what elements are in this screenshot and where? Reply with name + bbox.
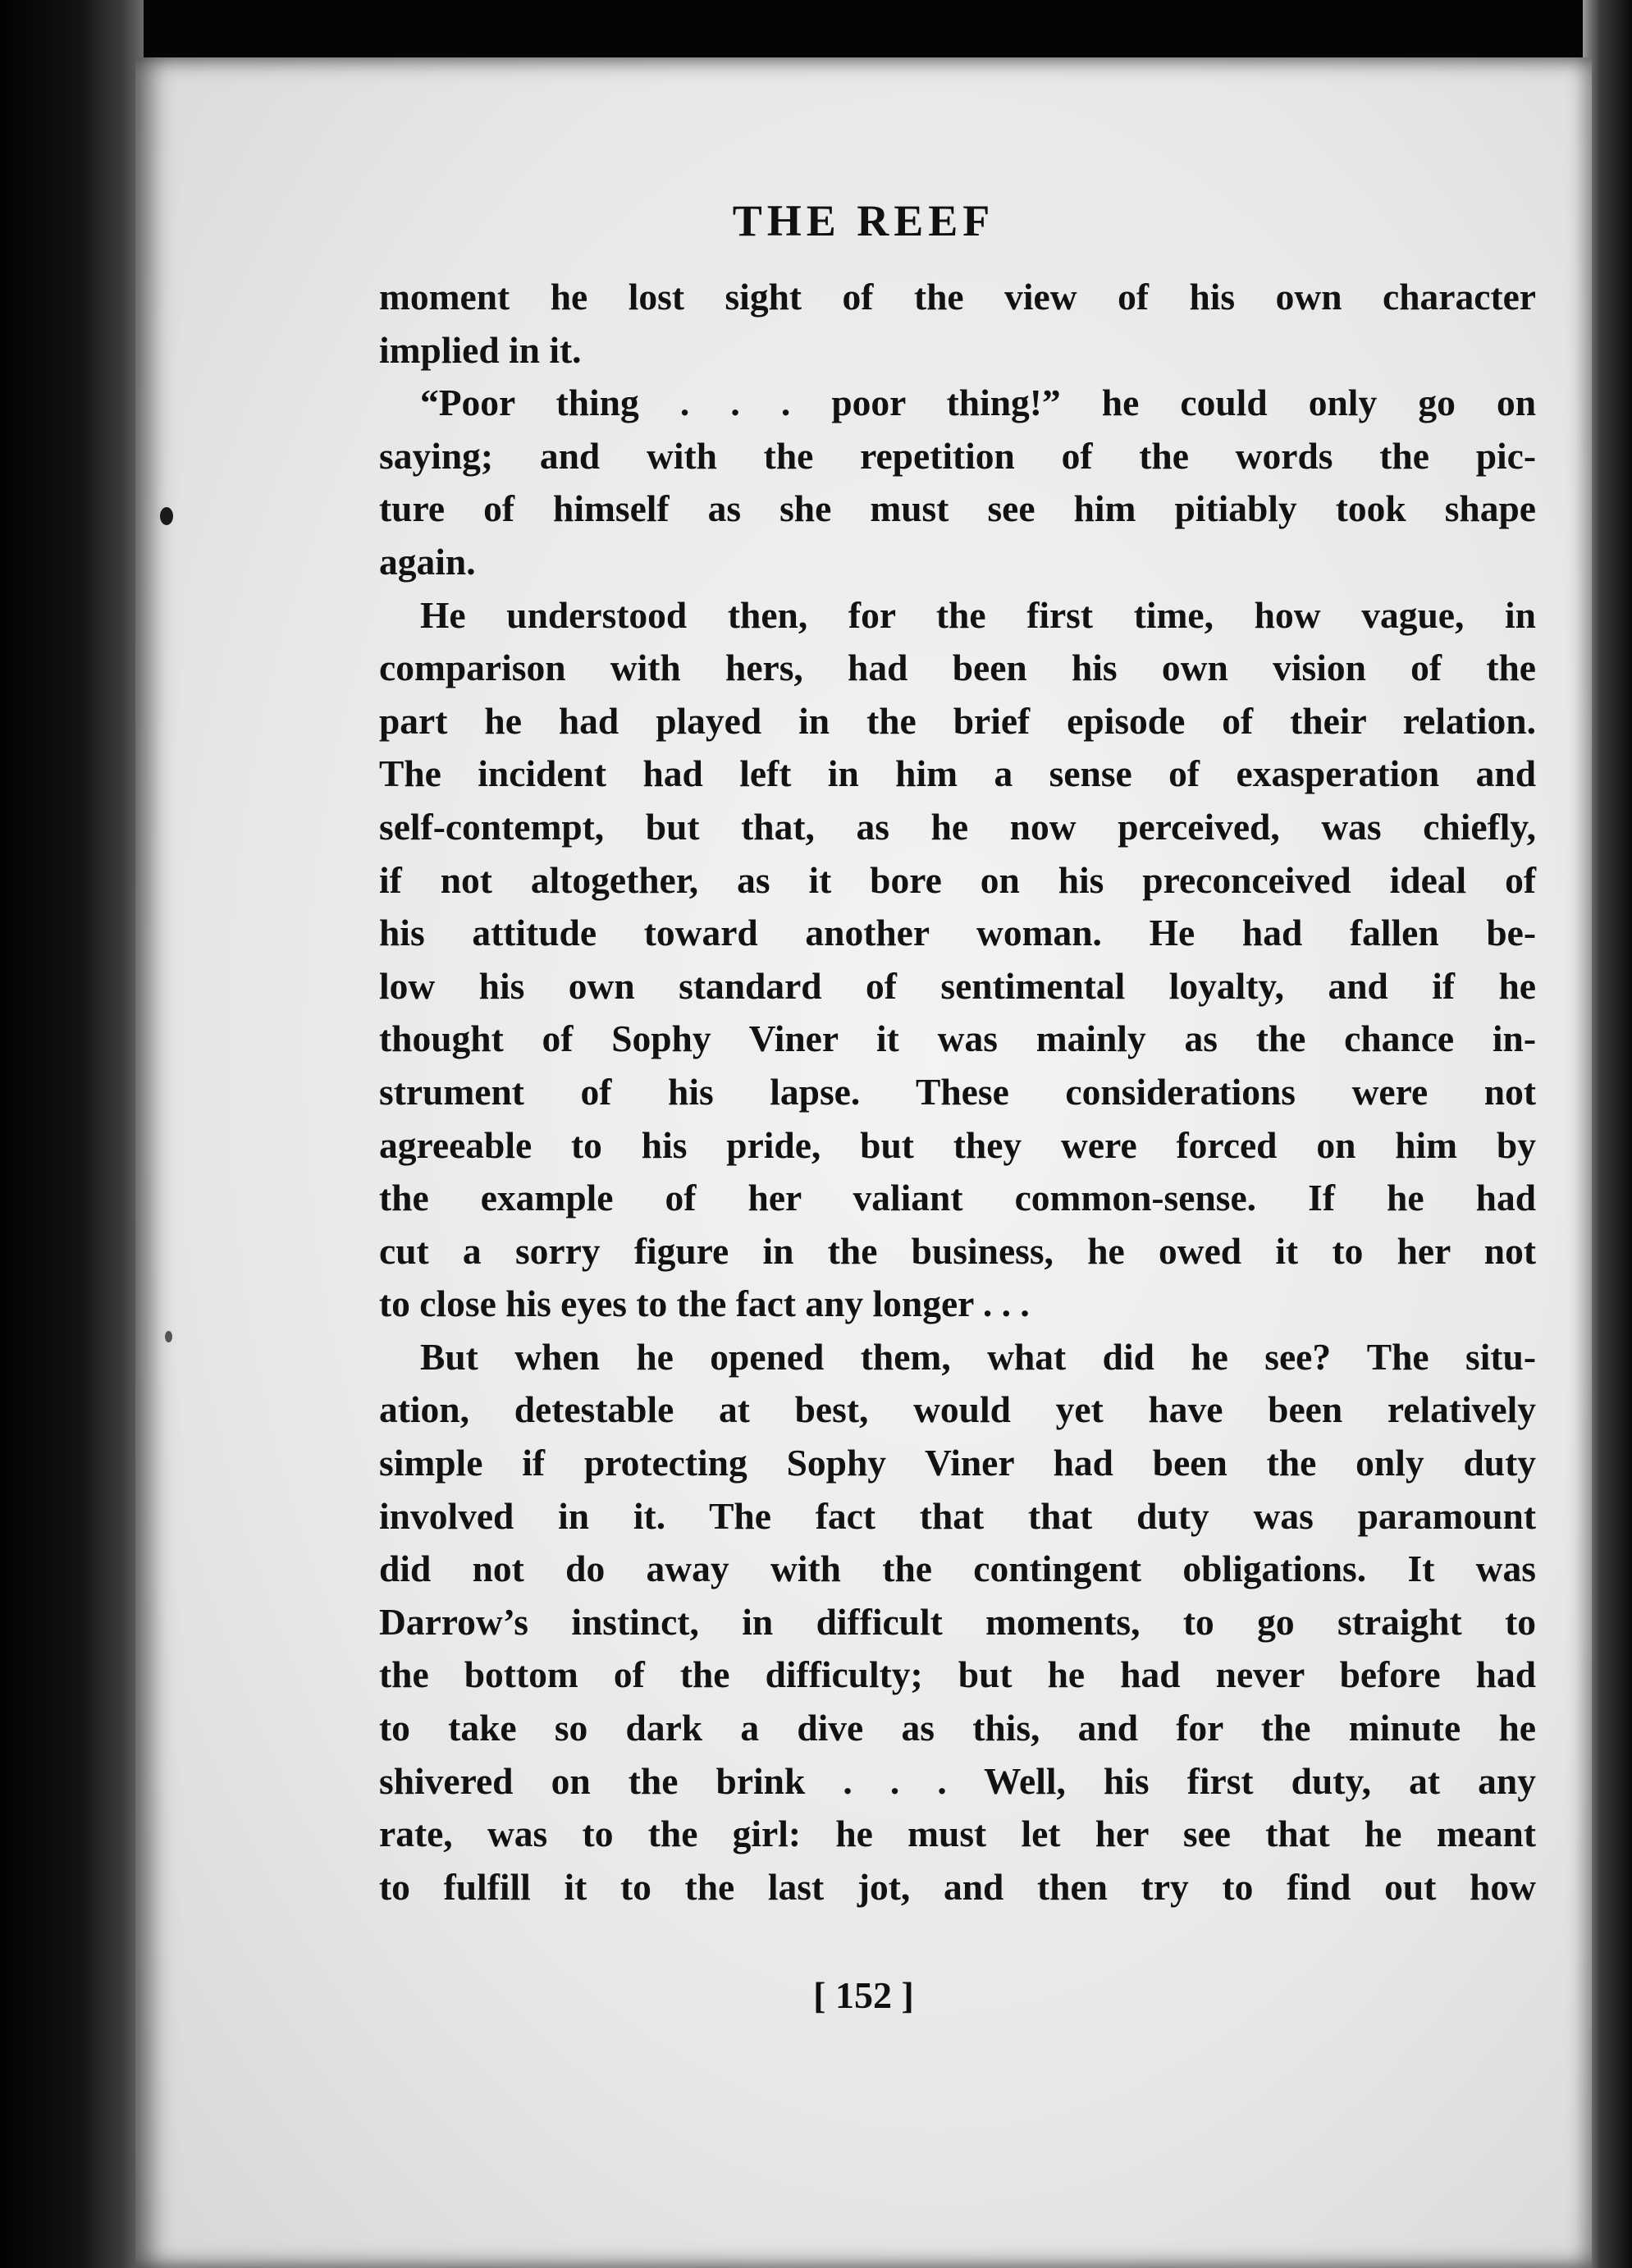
text-line: “Poor thing . . . poor thing!” he could only go on xyxy=(420,382,1536,424)
text-line: moment he lost sight of the view of his own character xyxy=(379,276,1536,318)
body-text xyxy=(379,271,1536,1914)
text-line: comparison with hers, had been his own vision of the xyxy=(379,647,1536,689)
text-line: did not do away with the contingent obligations. It was xyxy=(379,1548,1536,1590)
text-line: the example of her valiant common-sense. If he had xyxy=(379,1177,1536,1219)
text-line: self-contempt, but that, as he now perceived, was chiefly, xyxy=(379,805,1536,848)
text-line: again. xyxy=(379,540,476,583)
text-line: if not altogether, as it bore on his preconceived ideal of xyxy=(379,858,1536,901)
text-line: involved in it. The fact that that duty was paramount xyxy=(379,1494,1536,1537)
text-line: low his own standard of sentimental loyalty, and if he xyxy=(379,964,1536,1007)
text-line: agreeable to his pride, but they were forced on him by xyxy=(379,1123,1536,1166)
text-line: to fulfill it to the last jot, and then try to find out how xyxy=(379,1865,1536,1908)
text-line: implied in it. xyxy=(379,328,582,371)
text-line: part he had played in the brief episode of their relation. xyxy=(379,699,1536,742)
text-line: the bottom of the difficulty; but he had never before had xyxy=(379,1653,1536,1696)
scan-speck xyxy=(160,507,173,525)
running-head: THE REEF xyxy=(732,196,995,245)
text-line: The incident had left in him a sense of exasperation and xyxy=(379,752,1536,795)
text-line: He understood then, for the first time, how vague, in xyxy=(420,593,1536,636)
text-line: his attitude toward another woman. He had fallen be- xyxy=(379,912,1536,954)
text-line: simple if protecting Sophy Viner had been the only duty xyxy=(379,1442,1536,1484)
text-line: to close his eyes to the fact any longer . . . xyxy=(379,1283,1030,1325)
text-line: saying; and with the repetition of the words the pic- xyxy=(379,434,1536,477)
text-line: strument of his lapse. These considerations were not xyxy=(379,1070,1536,1113)
text-line: ation, detestable at best, would yet have been relatively xyxy=(379,1388,1536,1431)
scan-speck xyxy=(165,1331,172,1342)
book-page xyxy=(135,57,1592,2268)
book-binding-shadow xyxy=(0,0,144,2268)
text-line: shivered on the brink . . . Well, his first duty, at any xyxy=(379,1759,1536,1802)
text-line: But when he opened them, what did he see? The situ- xyxy=(420,1335,1536,1378)
text-line: rate, was to the girl: he must let her see that he meant xyxy=(379,1813,1536,1855)
text-line: ture of himself as she must see him pitiably took shape xyxy=(379,487,1536,530)
page-number: [ 152 ] xyxy=(813,1974,914,2016)
text-line: thought of Sophy Viner it was mainly as the chance in- xyxy=(379,1017,1536,1060)
text-line: to take so dark a dive as this, and for the minute he xyxy=(379,1707,1536,1749)
text-line: Darrow’s instinct, in difficult moments, to go straight to xyxy=(379,1600,1536,1643)
text-line: cut a sorry figure in the business, he owed it to her not xyxy=(379,1229,1536,1272)
